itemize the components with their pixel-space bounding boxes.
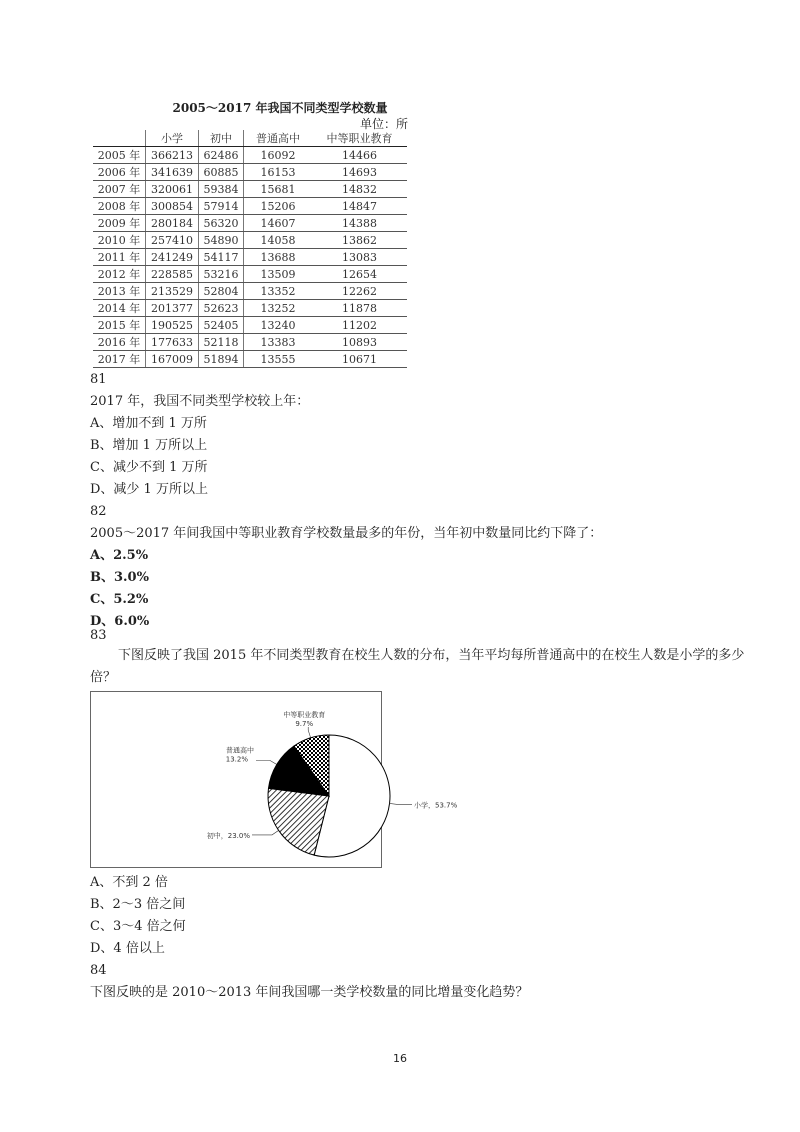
table-row-year: 2009 年 (93, 215, 146, 232)
table-row (93, 317, 407, 334)
question-82-option-c: C、5.2% (90, 592, 149, 607)
table-cell: 341639 (146, 164, 199, 181)
table-row-year: 2013 年 (93, 283, 146, 300)
table-cell: 228585 (146, 266, 199, 283)
table-cell: 11878 (312, 300, 407, 317)
question-81-option-c: C、减少不到 1 万所 (90, 460, 208, 475)
table-unit: 单位：所 (359, 117, 408, 131)
pie-leader-line (390, 803, 412, 804)
question-83-option-d: D、4 倍以上 (90, 941, 165, 956)
table-cell: 16092 (244, 147, 313, 164)
pie-chart-figure (90, 691, 458, 868)
table-title: 2005～2017 年我国不同类型学校数量 (172, 101, 388, 115)
table-cell: 14693 (312, 164, 407, 181)
table-cell: 10893 (312, 334, 407, 351)
table-cell: 167009 (146, 351, 199, 368)
table-cell: 366213 (146, 147, 199, 164)
table-cell: 13509 (244, 266, 313, 283)
table-row-year: 2008 年 (93, 198, 146, 215)
pie-leader-line (252, 830, 279, 835)
table-header-cell: 普通高中 (244, 130, 313, 147)
table-cell: 57914 (199, 198, 244, 215)
table-cell: 15681 (244, 181, 313, 198)
table-row (93, 300, 407, 317)
table-row-year: 2012 年 (93, 266, 146, 283)
table-cell: 54117 (199, 249, 244, 266)
table-cell: 53216 (199, 266, 244, 283)
table-cell: 13862 (312, 232, 407, 249)
question-84-stem: 下图反映的是 2010～2013 年间我国哪一类学校数量的同比增量变化趋势？ (90, 985, 529, 1000)
page-number: 16 (393, 1052, 407, 1065)
table-cell: 13252 (244, 300, 313, 317)
table-cell: 59384 (199, 181, 244, 198)
table-header-cell: 初中 (199, 130, 244, 147)
question-82-stem: 2005～2017 年间我国中等职业教育学校数量最多的年份，当年初中数量同比约下降了： (90, 526, 603, 541)
table-cell: 14466 (312, 147, 407, 164)
pie-leader-line (256, 760, 277, 764)
table-row-year: 2014 年 (93, 300, 146, 317)
pie-percent-label: 9.7% (295, 720, 314, 728)
question-83-number: 83 (90, 628, 107, 643)
table-row-year: 2010 年 (93, 232, 146, 249)
table-cell: 13083 (312, 249, 407, 266)
table-row-year: 2006 年 (93, 164, 146, 181)
table-cell: 11202 (312, 317, 407, 334)
pie-chart (91, 692, 458, 867)
table-cell: 13383 (244, 334, 313, 351)
table-cell: 280184 (146, 215, 199, 232)
table-cell: 52804 (199, 283, 244, 300)
question-83-stem: 下图反映了我国 2015 年不同类型教育在校生人数的分布，当年平均每所普通高中的在校生人数是小学的多少倍？ (90, 648, 745, 685)
table-cell: 15206 (244, 198, 313, 215)
question-82-number: 82 (90, 504, 107, 519)
table-cell: 52118 (199, 334, 244, 351)
table-row-year: 2011 年 (93, 249, 146, 266)
table-row (93, 198, 407, 215)
table-cell: 12654 (312, 266, 407, 283)
table-cell: 13555 (244, 351, 313, 368)
table-row (93, 249, 407, 266)
question-83-option-b: B、2～3 倍之间 (90, 897, 186, 912)
table-cell: 13352 (244, 283, 313, 300)
pie-label: 中等职业教育 (283, 711, 326, 719)
table-row (93, 351, 407, 368)
question-83-option-c: C、3～4 倍之何 (90, 919, 186, 934)
table-header-cell (93, 130, 146, 147)
table-cell: 51894 (199, 351, 244, 368)
pie-label: 普通高中 (226, 746, 254, 755)
pie-percent-label: 13.2% (225, 755, 248, 764)
table-row-year: 2007 年 (93, 181, 146, 198)
table-cell: 177633 (146, 334, 199, 351)
table-row (93, 147, 407, 164)
table-cell: 14607 (244, 215, 313, 232)
table-row (93, 164, 407, 181)
table-cell: 52405 (199, 317, 244, 334)
table-cell: 12262 (312, 283, 407, 300)
pie-leader-line (308, 727, 310, 738)
table-row (93, 232, 407, 249)
question-84-number: 84 (90, 963, 107, 978)
table-row-year: 2016 年 (93, 334, 146, 351)
table-header-row (93, 130, 407, 147)
table-cell: 62486 (199, 147, 244, 164)
question-82-option-d: D、6.0% (90, 614, 150, 629)
table-cell: 13240 (244, 317, 313, 334)
question-83-option-a: A、不到 2 倍 (90, 875, 168, 890)
question-81-number: 81 (90, 372, 107, 387)
table-cell: 300854 (146, 198, 199, 215)
table-row-year: 2017 年 (93, 351, 146, 368)
table-cell: 14058 (244, 232, 313, 249)
table-row (93, 283, 407, 300)
table-row (93, 334, 407, 351)
table-row-year: 2005 年 (93, 147, 146, 164)
table-cell: 56320 (199, 215, 244, 232)
table-cell: 190525 (146, 317, 199, 334)
table-cell: 241249 (146, 249, 199, 266)
pie-label: 初中，23.0% (206, 831, 250, 840)
table-row-year: 2015 年 (93, 317, 146, 334)
school-count-table (93, 130, 407, 368)
pie-label: 小学，53.7% (414, 801, 458, 810)
table-cell: 257410 (146, 232, 199, 249)
table-cell: 14388 (312, 215, 407, 232)
question-81-stem: 2017 年，我国不同类型学校较上年： (90, 394, 310, 409)
table-cell: 54890 (199, 232, 244, 249)
question-81-option-a: A、增加不到 1 万所 (90, 416, 207, 431)
question-82-option-a: A、2.5% (90, 548, 149, 563)
table-row (93, 266, 407, 283)
table-cell: 52623 (199, 300, 244, 317)
table-row (93, 215, 407, 232)
table-cell: 13688 (244, 249, 313, 266)
table-header-cell: 中等职业教育 (312, 130, 407, 147)
table-cell: 10671 (312, 351, 407, 368)
table-header-cell: 小学 (146, 130, 199, 147)
question-81-option-b: B、增加 1 万所以上 (90, 438, 208, 453)
table-cell: 16153 (244, 164, 313, 181)
table-cell: 201377 (146, 300, 199, 317)
table-cell: 14832 (312, 181, 407, 198)
table-cell: 320061 (146, 181, 199, 198)
question-81-option-d: D、减少 1 万所以上 (90, 482, 208, 497)
table-cell: 60885 (199, 164, 244, 181)
table-cell: 213529 (146, 283, 199, 300)
table-cell: 14847 (312, 198, 407, 215)
table-row (93, 181, 407, 198)
question-82-option-b: B、3.0% (90, 570, 149, 585)
